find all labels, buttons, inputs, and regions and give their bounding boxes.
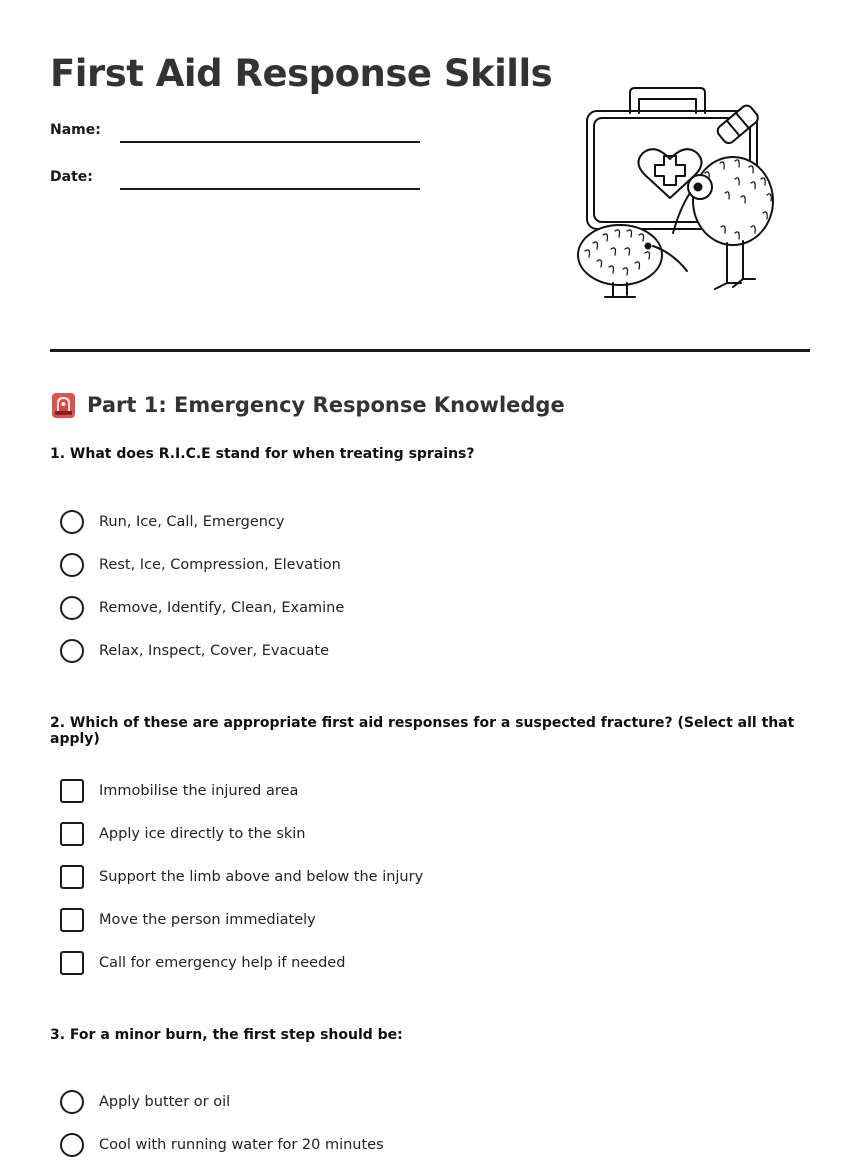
checkbox[interactable]: [60, 908, 84, 932]
radio-button[interactable]: [60, 1090, 84, 1114]
q3-option-1[interactable]: [60, 1089, 230, 1115]
option-label: Run, Ice, Call, Emergency: [99, 514, 285, 530]
q1-option-2[interactable]: [60, 552, 341, 578]
q3-option-2[interactable]: [60, 1132, 384, 1158]
q2-option-3[interactable]: [60, 864, 423, 890]
radio-button[interactable]: [60, 596, 84, 620]
q2-option-4[interactable]: [60, 907, 316, 933]
option-label: Remove, Identify, Clean, Examine: [99, 600, 345, 616]
checkbox[interactable]: [60, 779, 84, 803]
date-label: Date:: [50, 169, 93, 185]
option-label: Call for emergency help if needed: [99, 955, 346, 971]
option-label: Cool with running water for 20 minutes: [99, 1137, 384, 1153]
worksheet-page: [50, 0, 810, 1161]
q1-option-1[interactable]: [60, 509, 284, 535]
section-heading-text: Part 1: Emergency Response Knowledge: [87, 393, 565, 417]
date-input-line[interactable]: [120, 188, 420, 190]
q1-option-3[interactable]: [60, 595, 344, 621]
option-label: Support the limb above and below the injury: [99, 869, 424, 885]
option-label: Relax, Inspect, Cover, Evacuate: [99, 643, 330, 659]
name-field[interactable]: [50, 122, 430, 152]
option-label: Apply butter or oil: [99, 1094, 231, 1110]
radio-button[interactable]: [60, 553, 84, 577]
header-divider: [50, 349, 810, 352]
checkbox[interactable]: [60, 822, 84, 846]
option-label: Rest, Ice, Compression, Elevation: [99, 557, 341, 573]
question-2: 2. Which of these are appropriate first aid responses for a suspected fracture? (Select all that apply): [50, 715, 795, 747]
first-aid-kiwi-illustration: [575, 83, 785, 305]
section-heading-part1: [50, 390, 565, 420]
name-label: Name:: [50, 122, 101, 138]
checkbox[interactable]: [60, 865, 84, 889]
question-3: 3. For a minor burn, the first step should be:: [50, 1027, 403, 1043]
question-1: 1. What does R.I.C.E stand for when treating sprains?: [50, 446, 475, 462]
radio-button[interactable]: [60, 639, 84, 663]
option-label: Immobilise the injured area: [99, 783, 299, 799]
q2-option-5[interactable]: [60, 950, 345, 976]
option-label: Apply ice directly to the skin: [99, 826, 306, 842]
name-input-line[interactable]: [120, 141, 420, 143]
date-field[interactable]: [50, 169, 430, 199]
q2-option-2[interactable]: [60, 821, 306, 847]
checkbox[interactable]: [60, 951, 84, 975]
option-label: Move the person immediately: [99, 912, 316, 928]
worksheet-title: First Aid Response Skills: [50, 52, 553, 95]
radio-button[interactable]: [60, 1133, 84, 1157]
radio-button[interactable]: [60, 510, 84, 534]
q1-option-4[interactable]: [60, 638, 329, 664]
q2-option-1[interactable]: [60, 778, 298, 804]
siren-icon: [50, 392, 77, 419]
